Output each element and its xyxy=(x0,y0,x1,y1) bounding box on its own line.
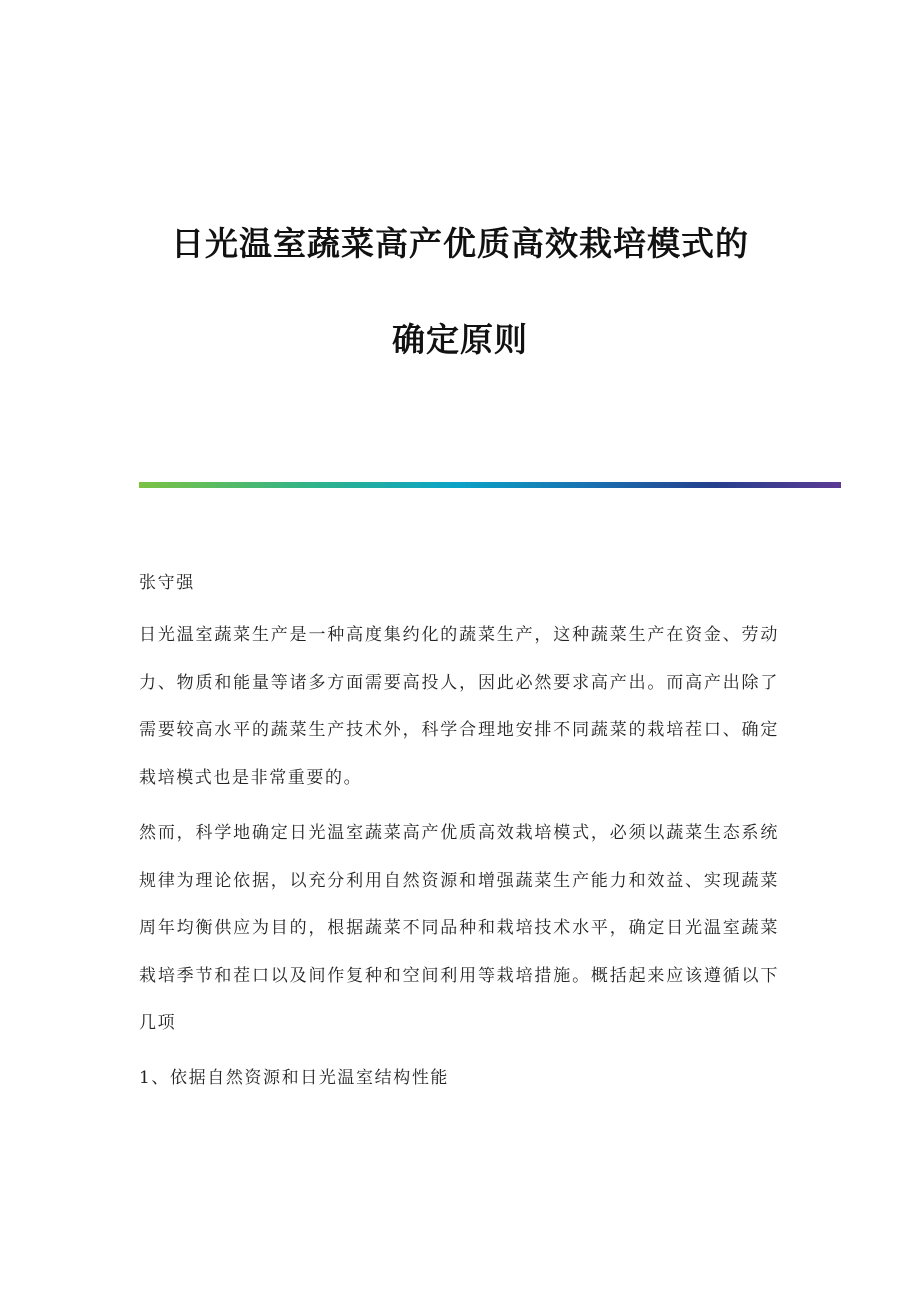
document-title-line-1: 日光温室蔬菜高产优质高效栽培模式的 xyxy=(171,224,749,263)
paragraph-2: 然而，科学地确定日光温室蔬菜高产优质高效栽培模式，必须以蔬菜生态系统规律为理论依据，以充分利用自然资源和增强蔬菜生产能力和效益、实现蔬菜周年均衡供应为目的，根据蔬菜不同品种和栽培技术水平，确定日光温室蔬菜栽培季节和茬口以及间作复种和空间利用等栽培措施。概括起来应该遵循以下几项 xyxy=(139,823,779,1033)
gradient-divider xyxy=(139,482,841,488)
section-heading-1: 1、依据自然资源和日光温室结构性能 xyxy=(139,1068,450,1088)
author-name: 张守强 xyxy=(139,573,195,593)
paragraph-1: 日光温室蔬菜生产是一种高度集约化的蔬菜生产，这种蔬菜生产在资金、劳动力、物质和能量等诸多方面需要高投人，因此必然要求高产出。而高产出除了需要较高水平的蔬菜生产技术外，科学合理地安排不同蔬菜的栽培茬口、确定栽培模式也是非常重要的。 xyxy=(139,625,779,788)
document-title-line-2: 确定原则 xyxy=(392,320,528,359)
